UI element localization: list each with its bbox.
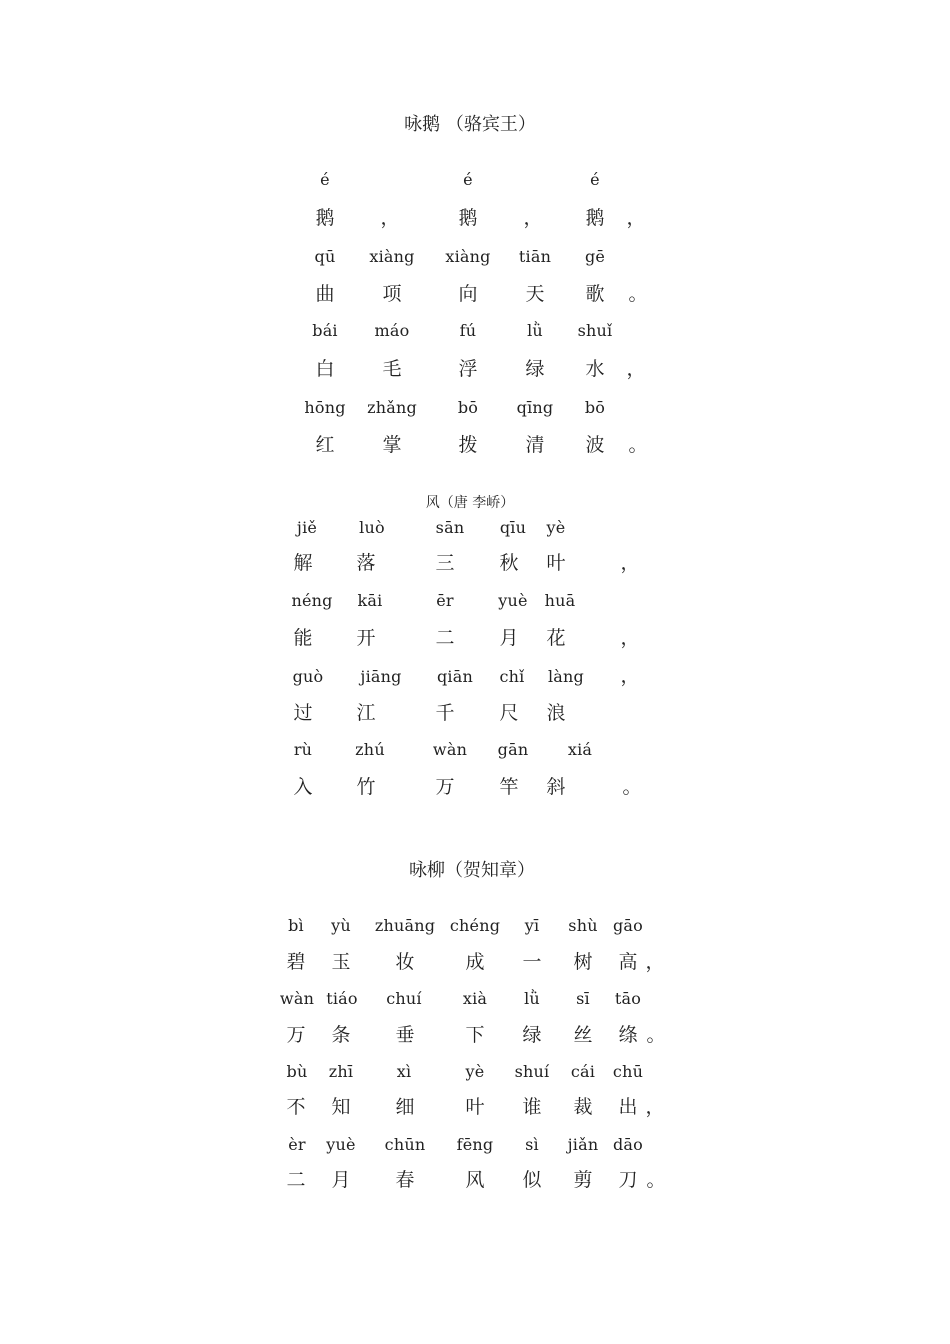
pinyin: huā bbox=[544, 591, 576, 610]
hanzi: 绦 bbox=[618, 1024, 638, 1046]
pinyin: qīu bbox=[499, 518, 527, 537]
pinyin: wàn bbox=[279, 989, 315, 1008]
pinyin: yù bbox=[331, 916, 351, 935]
pinyin: máo bbox=[374, 321, 410, 340]
pinyin: yuè bbox=[326, 1135, 356, 1154]
hanzi: 能 bbox=[293, 627, 313, 649]
hanzi: 下 bbox=[465, 1024, 485, 1046]
pinyin: èr bbox=[288, 1135, 306, 1154]
hanzi: 千 bbox=[435, 702, 455, 724]
hanzi: 丝 bbox=[573, 1024, 593, 1046]
pinyin: qīng bbox=[516, 398, 554, 417]
pinyin: shù bbox=[568, 916, 598, 935]
hanzi: 秋 bbox=[499, 552, 519, 574]
hanzi: 过 bbox=[293, 702, 313, 724]
pinyin: jiě bbox=[296, 518, 318, 537]
poem-2-title: 风（唐 李峤） bbox=[425, 495, 515, 511]
pinyin: bái bbox=[312, 321, 338, 340]
hanzi: 鹅 bbox=[458, 207, 478, 229]
pinyin: guò bbox=[292, 667, 324, 686]
pinyin: hōng bbox=[304, 398, 346, 417]
hanzi: 曲 bbox=[315, 283, 335, 305]
pinyin: qiān bbox=[436, 667, 474, 686]
pinyin: lǜ bbox=[527, 321, 543, 340]
pinyin: ēr bbox=[436, 591, 454, 610]
hanzi: 裁 bbox=[573, 1096, 593, 1118]
hanzi: 一 bbox=[522, 951, 542, 973]
pinyin: xiá bbox=[567, 740, 593, 759]
hanzi: 水 bbox=[585, 358, 605, 380]
pinyin: zhú bbox=[355, 740, 385, 759]
pinyin: lǜ bbox=[524, 989, 540, 1008]
punctuation: 。 bbox=[646, 1169, 666, 1191]
hanzi: 剪 bbox=[573, 1169, 593, 1191]
punctuation: ， bbox=[620, 552, 640, 574]
hanzi: 江 bbox=[356, 702, 376, 724]
hanzi: 开 bbox=[356, 627, 376, 649]
pinyin: tāo bbox=[614, 989, 642, 1008]
hanzi: 鹅 bbox=[315, 207, 335, 229]
pinyin: làng bbox=[547, 667, 585, 686]
hanzi: 三 bbox=[435, 552, 455, 574]
punctuation: ， bbox=[645, 951, 665, 973]
pinyin: rù bbox=[293, 740, 313, 759]
hanzi: 知 bbox=[331, 1096, 351, 1118]
pinyin: shuǐ bbox=[577, 321, 613, 340]
punctuation: 。 bbox=[628, 283, 648, 305]
pinyin: xì bbox=[396, 1062, 412, 1081]
pinyin: chéng bbox=[449, 916, 501, 935]
hanzi: 垂 bbox=[395, 1024, 415, 1046]
hanzi: 解 bbox=[293, 552, 313, 574]
hanzi: 尺 bbox=[499, 702, 519, 724]
pinyin: xiàng bbox=[445, 247, 491, 266]
punctuation: ， bbox=[626, 358, 646, 380]
pinyin: chūn bbox=[384, 1135, 426, 1154]
pinyin: tiáo bbox=[326, 989, 358, 1008]
pinyin: zhuāng bbox=[374, 916, 436, 935]
punctuation: ， bbox=[645, 1096, 665, 1118]
hanzi: 向 bbox=[458, 283, 478, 305]
pinyin: sī bbox=[576, 989, 590, 1008]
hanzi: 玉 bbox=[331, 951, 351, 973]
hanzi: 绿 bbox=[525, 358, 545, 380]
hanzi: 叶 bbox=[546, 552, 566, 574]
pinyin: é bbox=[463, 170, 473, 189]
hanzi: 春 bbox=[395, 1169, 415, 1191]
hanzi: 竿 bbox=[499, 776, 519, 798]
pinyin: gān bbox=[497, 740, 529, 759]
hanzi: 万 bbox=[435, 776, 455, 798]
hanzi: 浮 bbox=[458, 358, 478, 380]
pinyin: qū bbox=[314, 247, 336, 266]
hanzi: 斜 bbox=[546, 776, 566, 798]
hanzi: 浪 bbox=[546, 702, 566, 724]
pinyin: bì bbox=[288, 916, 304, 935]
hanzi: 掌 bbox=[382, 434, 402, 456]
hanzi: 入 bbox=[293, 776, 313, 798]
punctuation: 。 bbox=[622, 776, 642, 798]
hanzi: 二 bbox=[435, 627, 455, 649]
pinyin: zhī bbox=[328, 1062, 354, 1081]
punctuation: ， bbox=[380, 207, 400, 229]
pinyin: kāi bbox=[357, 591, 383, 610]
hanzi: 毛 bbox=[382, 358, 402, 380]
pinyin: luò bbox=[359, 518, 385, 537]
hanzi: 叶 bbox=[465, 1096, 485, 1118]
pinyin: tiān bbox=[518, 247, 552, 266]
pinyin: gāo bbox=[612, 916, 644, 935]
pinyin: yè bbox=[546, 518, 566, 537]
hanzi: 白 bbox=[315, 358, 335, 380]
hanzi: 谁 bbox=[522, 1096, 542, 1118]
pinyin: chuí bbox=[386, 989, 422, 1008]
punctuation: 。 bbox=[646, 1024, 666, 1046]
pinyin: sān bbox=[435, 518, 465, 537]
pinyin: yī bbox=[524, 916, 540, 935]
hanzi: 条 bbox=[331, 1024, 351, 1046]
punctuation: ， bbox=[523, 207, 543, 229]
pinyin: fēng bbox=[456, 1135, 494, 1154]
hanzi: 鹅 bbox=[585, 207, 605, 229]
hanzi: 落 bbox=[356, 552, 376, 574]
pinyin: sì bbox=[525, 1135, 539, 1154]
pinyin: chǐ bbox=[499, 667, 525, 686]
pinyin: xiàng bbox=[369, 247, 415, 266]
hanzi: 清 bbox=[525, 434, 545, 456]
hanzi: 风 bbox=[465, 1169, 485, 1191]
pinyin: cái bbox=[570, 1062, 596, 1081]
hanzi: 红 bbox=[315, 434, 335, 456]
pinyin: néng bbox=[291, 591, 333, 610]
pinyin: bō bbox=[584, 398, 606, 417]
pinyin: wàn bbox=[432, 740, 468, 759]
poem-3-title: 咏柳（贺知章） bbox=[409, 860, 535, 881]
pinyin: jiǎn bbox=[567, 1135, 599, 1154]
hanzi: 高 bbox=[618, 951, 638, 973]
pinyin: é bbox=[320, 170, 330, 189]
pinyin: yuè bbox=[498, 591, 528, 610]
hanzi: 二 bbox=[286, 1169, 306, 1191]
hanzi: 竹 bbox=[356, 776, 376, 798]
pinyin: bō bbox=[457, 398, 479, 417]
hanzi: 碧 bbox=[286, 951, 306, 973]
hanzi: 月 bbox=[331, 1169, 351, 1191]
punctuation: ， bbox=[620, 665, 640, 687]
pinyin: dāo bbox=[612, 1135, 644, 1154]
pinyin: xià bbox=[462, 989, 488, 1008]
hanzi: 绿 bbox=[522, 1024, 542, 1046]
punctuation: ， bbox=[620, 627, 640, 649]
hanzi: 拨 bbox=[458, 434, 478, 456]
hanzi: 项 bbox=[382, 283, 402, 305]
hanzi: 成 bbox=[465, 951, 485, 973]
hanzi: 不 bbox=[286, 1096, 306, 1118]
hanzi: 树 bbox=[573, 951, 593, 973]
pinyin: é bbox=[590, 170, 600, 189]
hanzi: 月 bbox=[499, 627, 519, 649]
pinyin: chū bbox=[612, 1062, 644, 1081]
pinyin: bù bbox=[286, 1062, 308, 1081]
hanzi: 花 bbox=[546, 627, 566, 649]
hanzi: 出 bbox=[618, 1096, 638, 1118]
hanzi: 刀 bbox=[618, 1169, 638, 1191]
pinyin: shuí bbox=[514, 1062, 550, 1081]
pinyin: fú bbox=[459, 321, 477, 340]
pinyin: zhǎng bbox=[367, 398, 417, 417]
hanzi: 似 bbox=[522, 1169, 542, 1191]
hanzi: 天 bbox=[525, 283, 545, 305]
pinyin: gē bbox=[584, 247, 606, 266]
hanzi: 万 bbox=[286, 1024, 306, 1046]
punctuation: 。 bbox=[628, 434, 648, 456]
hanzi: 波 bbox=[585, 434, 605, 456]
poem-1-title: 咏鹅 （骆宾王） bbox=[404, 114, 536, 135]
hanzi: 妆 bbox=[395, 951, 415, 973]
hanzi: 细 bbox=[395, 1096, 415, 1118]
hanzi: 歌 bbox=[585, 283, 605, 305]
pinyin: jiāng bbox=[360, 667, 402, 686]
pinyin: yè bbox=[465, 1062, 485, 1081]
punctuation: ， bbox=[626, 207, 646, 229]
